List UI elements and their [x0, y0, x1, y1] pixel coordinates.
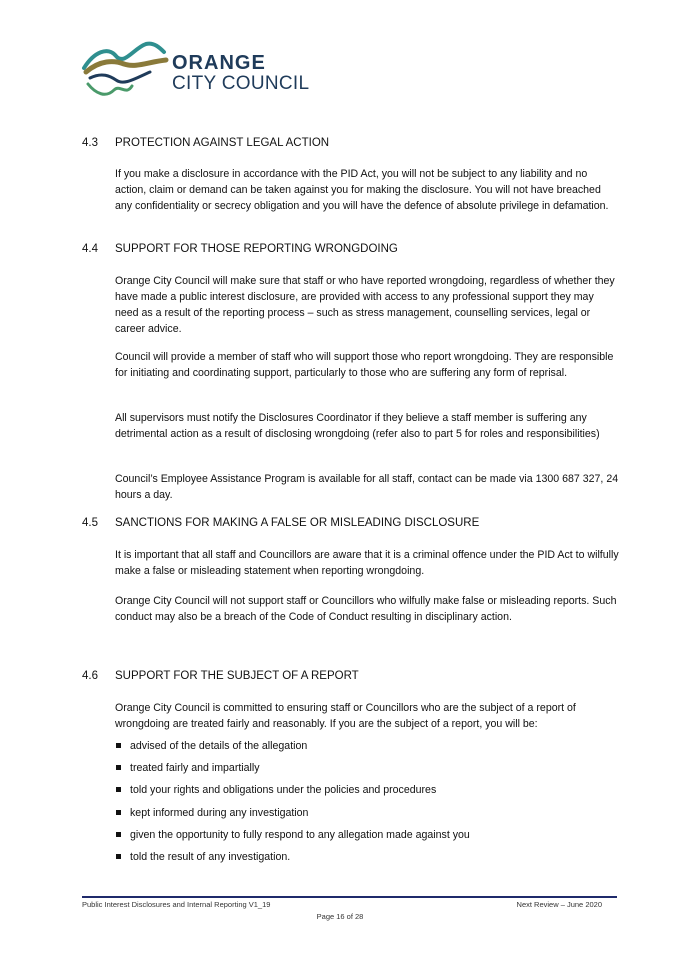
page-number: Page 16 of 28 [316, 912, 364, 921]
list-item [115, 805, 620, 827]
list-item [115, 827, 620, 849]
section-number: 4.6 [82, 670, 98, 682]
paragraph: Council’s Employee Assistance Program is available for all staff, contact can be made via 1300 687 327, 24 hours a day. [115, 473, 619, 501]
list-item-text: treated fairly and impartially [130, 762, 260, 775]
paragraph: Orange City Council will make sure that staff or who have reported wrongdoing, regardless of whether they have made a public interest disclosure, are provided with access to any professional support they may need as a result of the reporting process – such as stress management, counselling services, legal or career advice. [115, 275, 615, 335]
section-number: 4.3 [82, 137, 98, 149]
list-item-text: advised of the details of the allegation [130, 740, 308, 752]
paragraph: Orange City Council will not support staff or Councillors who wilfully make false or misleading reports. Such conduct may also be a breach of the Code of Conduct resulting in disciplinary action. [115, 595, 617, 623]
paragraph: It is important that all staff and Councillors are aware that it is a criminal offence under the PID Act to wilfully make a false or misleading statement when reporting wrongdoing. [115, 549, 619, 577]
footer-document-title: Public Interest Disclosures and Internal Reporting V1_19 [82, 900, 271, 909]
paragraph: If you make a disclosure in accordance with the PID Act, you will not be subject to any liability and no action, claim or demand can be taken against you for making the disclosure. You will not have breached any confidentiality or secrecy obligation and you will have the defence of absolute privilege in defamation. [115, 168, 609, 212]
section-title: SANCTIONS FOR MAKING A FALSE OR MISLEADING DISCLOSURE [115, 517, 480, 529]
list-item [115, 760, 620, 782]
bullet-square-icon [116, 743, 121, 748]
list-item [115, 782, 620, 804]
footer-divider [82, 896, 617, 898]
list-item-text: kept informed during any investigation [130, 806, 309, 819]
list-item-text: given the opportunity to fully respond to any allegation made against you [130, 828, 470, 841]
logo-mark-icon [80, 38, 170, 108]
bullet-square-icon [116, 765, 121, 770]
bullet-square-icon [116, 810, 121, 815]
paragraph: Council will provide a member of staff who will support those who report wrongdoing. They are responsible for initiating and coordinating support, particularly to those who are suffering any form of reprisal. [115, 351, 614, 379]
council-logo [80, 38, 340, 108]
footer-next-review: Next Review – June 2020 [516, 900, 602, 909]
list-item-text: told the result of any investigation. [130, 850, 291, 863]
logo-text-orange: ORANGE [172, 52, 266, 74]
bullet-square-icon [116, 854, 121, 859]
list-item [115, 738, 620, 760]
section-title: PROTECTION AGAINST LEGAL ACTION [115, 137, 330, 149]
bullet-square-icon [116, 787, 121, 792]
list-item [115, 849, 620, 871]
paragraph: Orange City Council is committed to ensuring staff or Councillors who are the subject of a report of wrongdoing are treated fairly and reasonably. If you are the subject of a report, you will be: [115, 702, 576, 730]
paragraph: All supervisors must notify the Disclosures Coordinator if they believe a staff member is suffering any detrimental action as a result of disclosing wrongdoing (refer also to part 5 for roles and responsibilities) [115, 412, 600, 440]
section-title: SUPPORT FOR THE SUBJECT OF A REPORT [115, 670, 359, 682]
list-item-text: told your rights and obligations under the policies and procedures [130, 784, 437, 797]
section-title: SUPPORT FOR THOSE REPORTING WRONGDOING [115, 243, 398, 255]
logo-text-city-council: CITY COUNCIL [172, 73, 310, 94]
section-number: 4.4 [82, 243, 98, 255]
bullet-list [115, 738, 620, 871]
bullet-square-icon [116, 832, 121, 837]
section-number: 4.5 [82, 517, 98, 529]
